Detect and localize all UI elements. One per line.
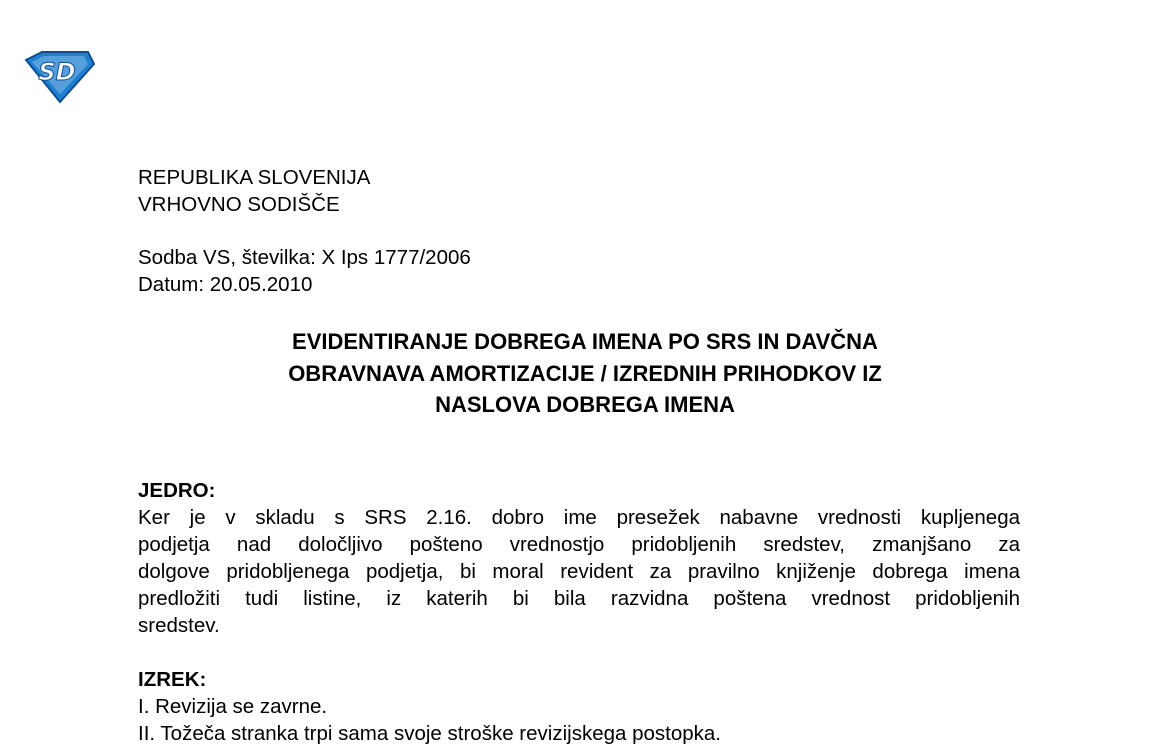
shield-logo-icon bbox=[22, 50, 96, 104]
case-number: Sodba VS, številka: X Ips 1777/2006 bbox=[138, 246, 471, 269]
court-name: VRHOVNO SODIŠČE bbox=[138, 193, 340, 216]
jedro-text-line: predložiti tudi listine, iz katerih bi bila razvidna poštena vrednost pridobljenih bbox=[138, 586, 1020, 610]
logo-text: SD bbox=[38, 58, 76, 86]
jedro-section bbox=[138, 477, 1020, 639]
country-name: REPUBLIKA SLOVENIJA bbox=[138, 166, 371, 189]
title-line: NASLOVA DOBREGA IMENA bbox=[435, 392, 735, 417]
title-line: OBRAVNAVA AMORTIZACIJE / IZREDNIH PRIHODKOV IZ bbox=[288, 360, 882, 386]
izrek-item: II. Tožeča stranka trpi sama svoje stroške revizijskega postopka. bbox=[138, 721, 721, 745]
izrek-section bbox=[138, 666, 1020, 747]
izrek-item: I. Revizija se zavrne. bbox=[138, 694, 328, 718]
jedro-text-line: dolgove pridobljenega podjetja, bi moral revident za pravilno knjiženje dobrega imena bbox=[138, 559, 1020, 583]
jedro-text-line: Ker je v skladu s SRS 2.16. dobro ime presežek nabavne vrednosti kupljenega bbox=[138, 505, 1020, 529]
document-body bbox=[138, 164, 1020, 747]
title-line: EVIDENTIRANJE DOBREGA IMENA PO SRS IN DAVČNA bbox=[292, 329, 878, 354]
case-date: Datum: 20.05.2010 bbox=[138, 273, 313, 296]
jedro-text-line: podjetja nad določljivo pošteno vrednostjo pridobljenih sredstev, zmanjšano za bbox=[138, 532, 1020, 556]
court-logo bbox=[22, 50, 96, 104]
document-title bbox=[138, 326, 1020, 421]
izrek-heading: IZREK: bbox=[138, 667, 207, 691]
jedro-heading: JEDRO: bbox=[138, 478, 216, 502]
jedro-text-line: sredstev. bbox=[138, 613, 220, 637]
